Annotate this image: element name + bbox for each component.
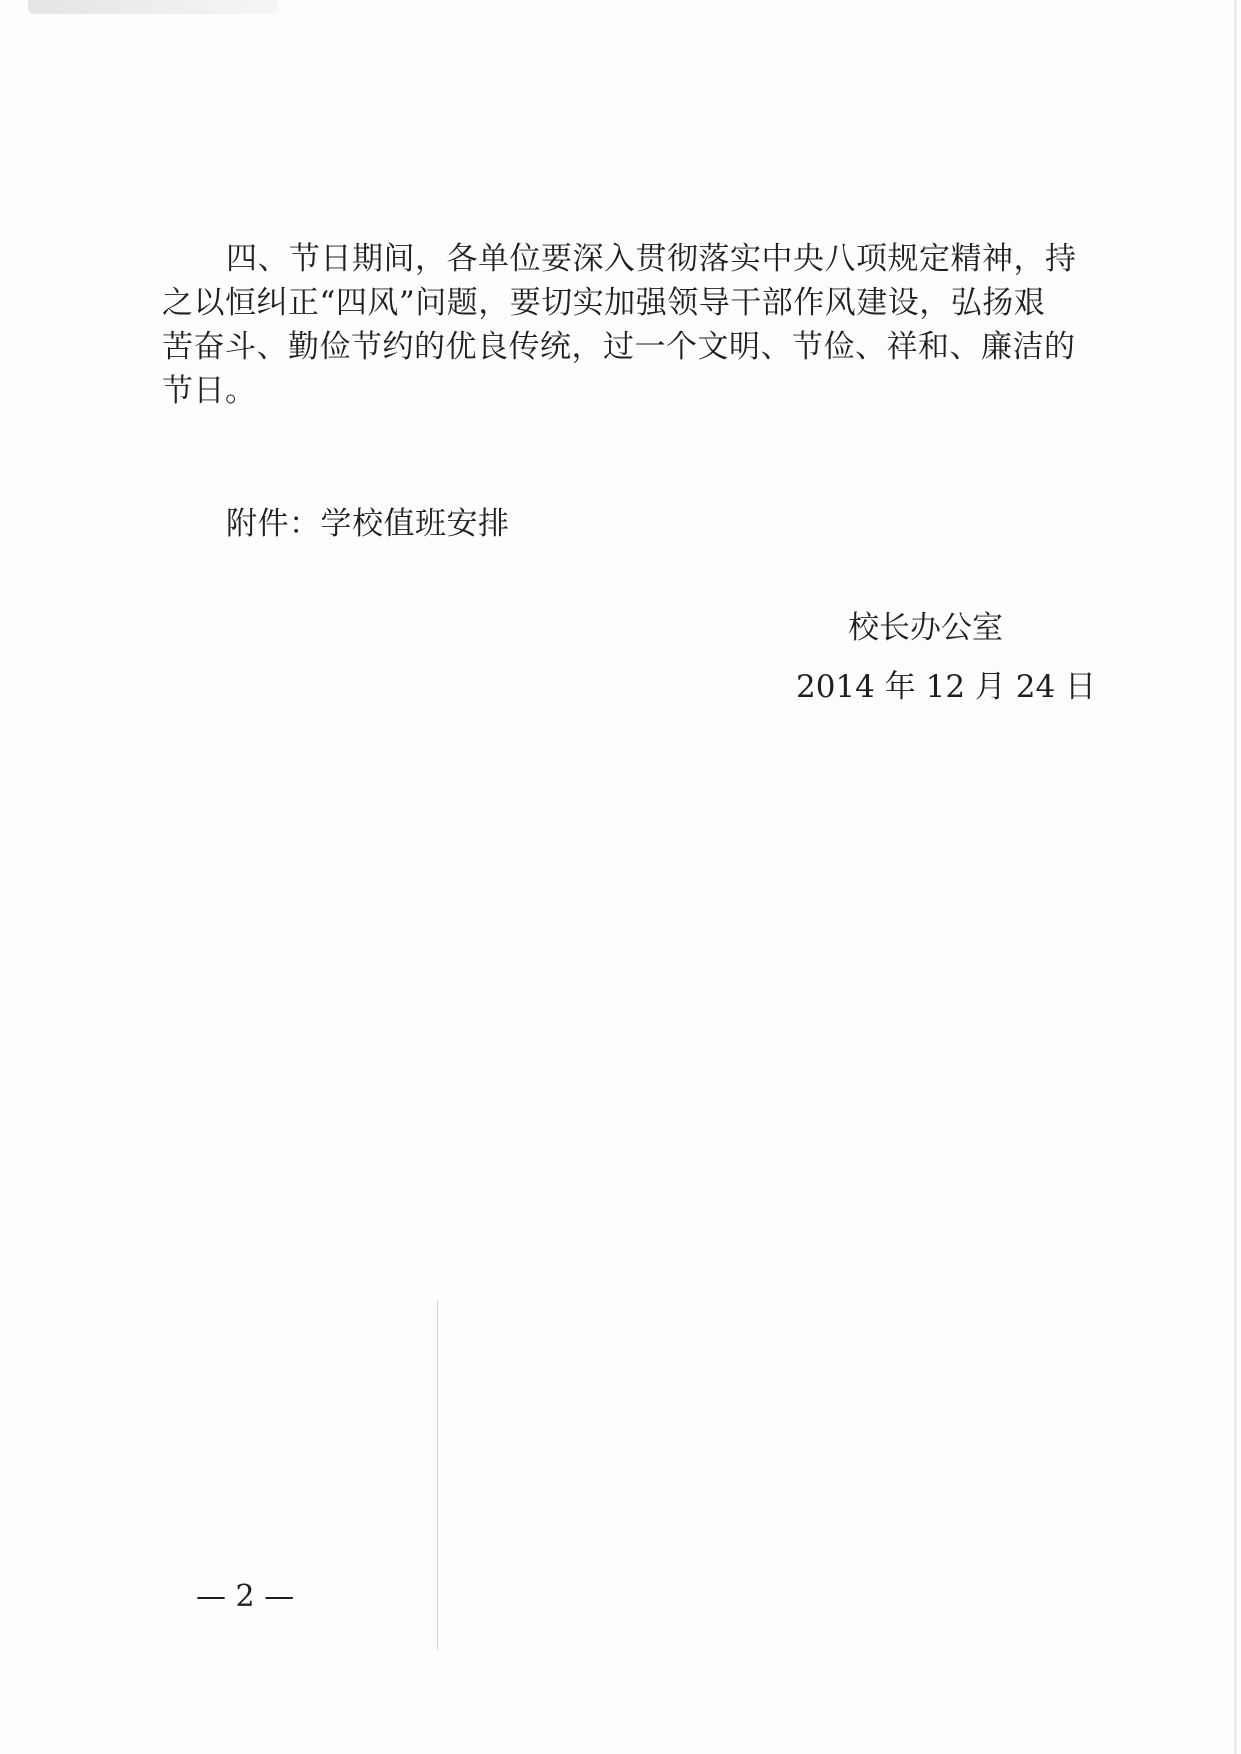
- body-paragraph: [162, 237, 1087, 413]
- scan-mark: [28, 0, 278, 14]
- body-line: 节日。: [162, 373, 257, 409]
- fold-line: [437, 1300, 438, 1650]
- page-number: — 2 —: [196, 1579, 295, 1614]
- scan-edge: [1234, 0, 1237, 1754]
- issue-date: 2014 年 12 月 24 日: [796, 669, 1097, 705]
- attachment-note: 附件：学校值班安排: [226, 506, 510, 542]
- signature-block: [796, 606, 1097, 709]
- body-line: 四、节日期间，各单位要深入贯彻落实中央八项规定精神，持: [226, 241, 1077, 277]
- issuer-name: 校长办公室: [848, 610, 1003, 646]
- body-line: 苦奋斗、勤俭节约的优良传统，过一个文明、节俭、祥和、廉洁的: [162, 329, 1076, 365]
- body-line: 之以恒纠正“四风”问题，要切实加强领导干部作风建设，弘扬艰: [162, 285, 1046, 321]
